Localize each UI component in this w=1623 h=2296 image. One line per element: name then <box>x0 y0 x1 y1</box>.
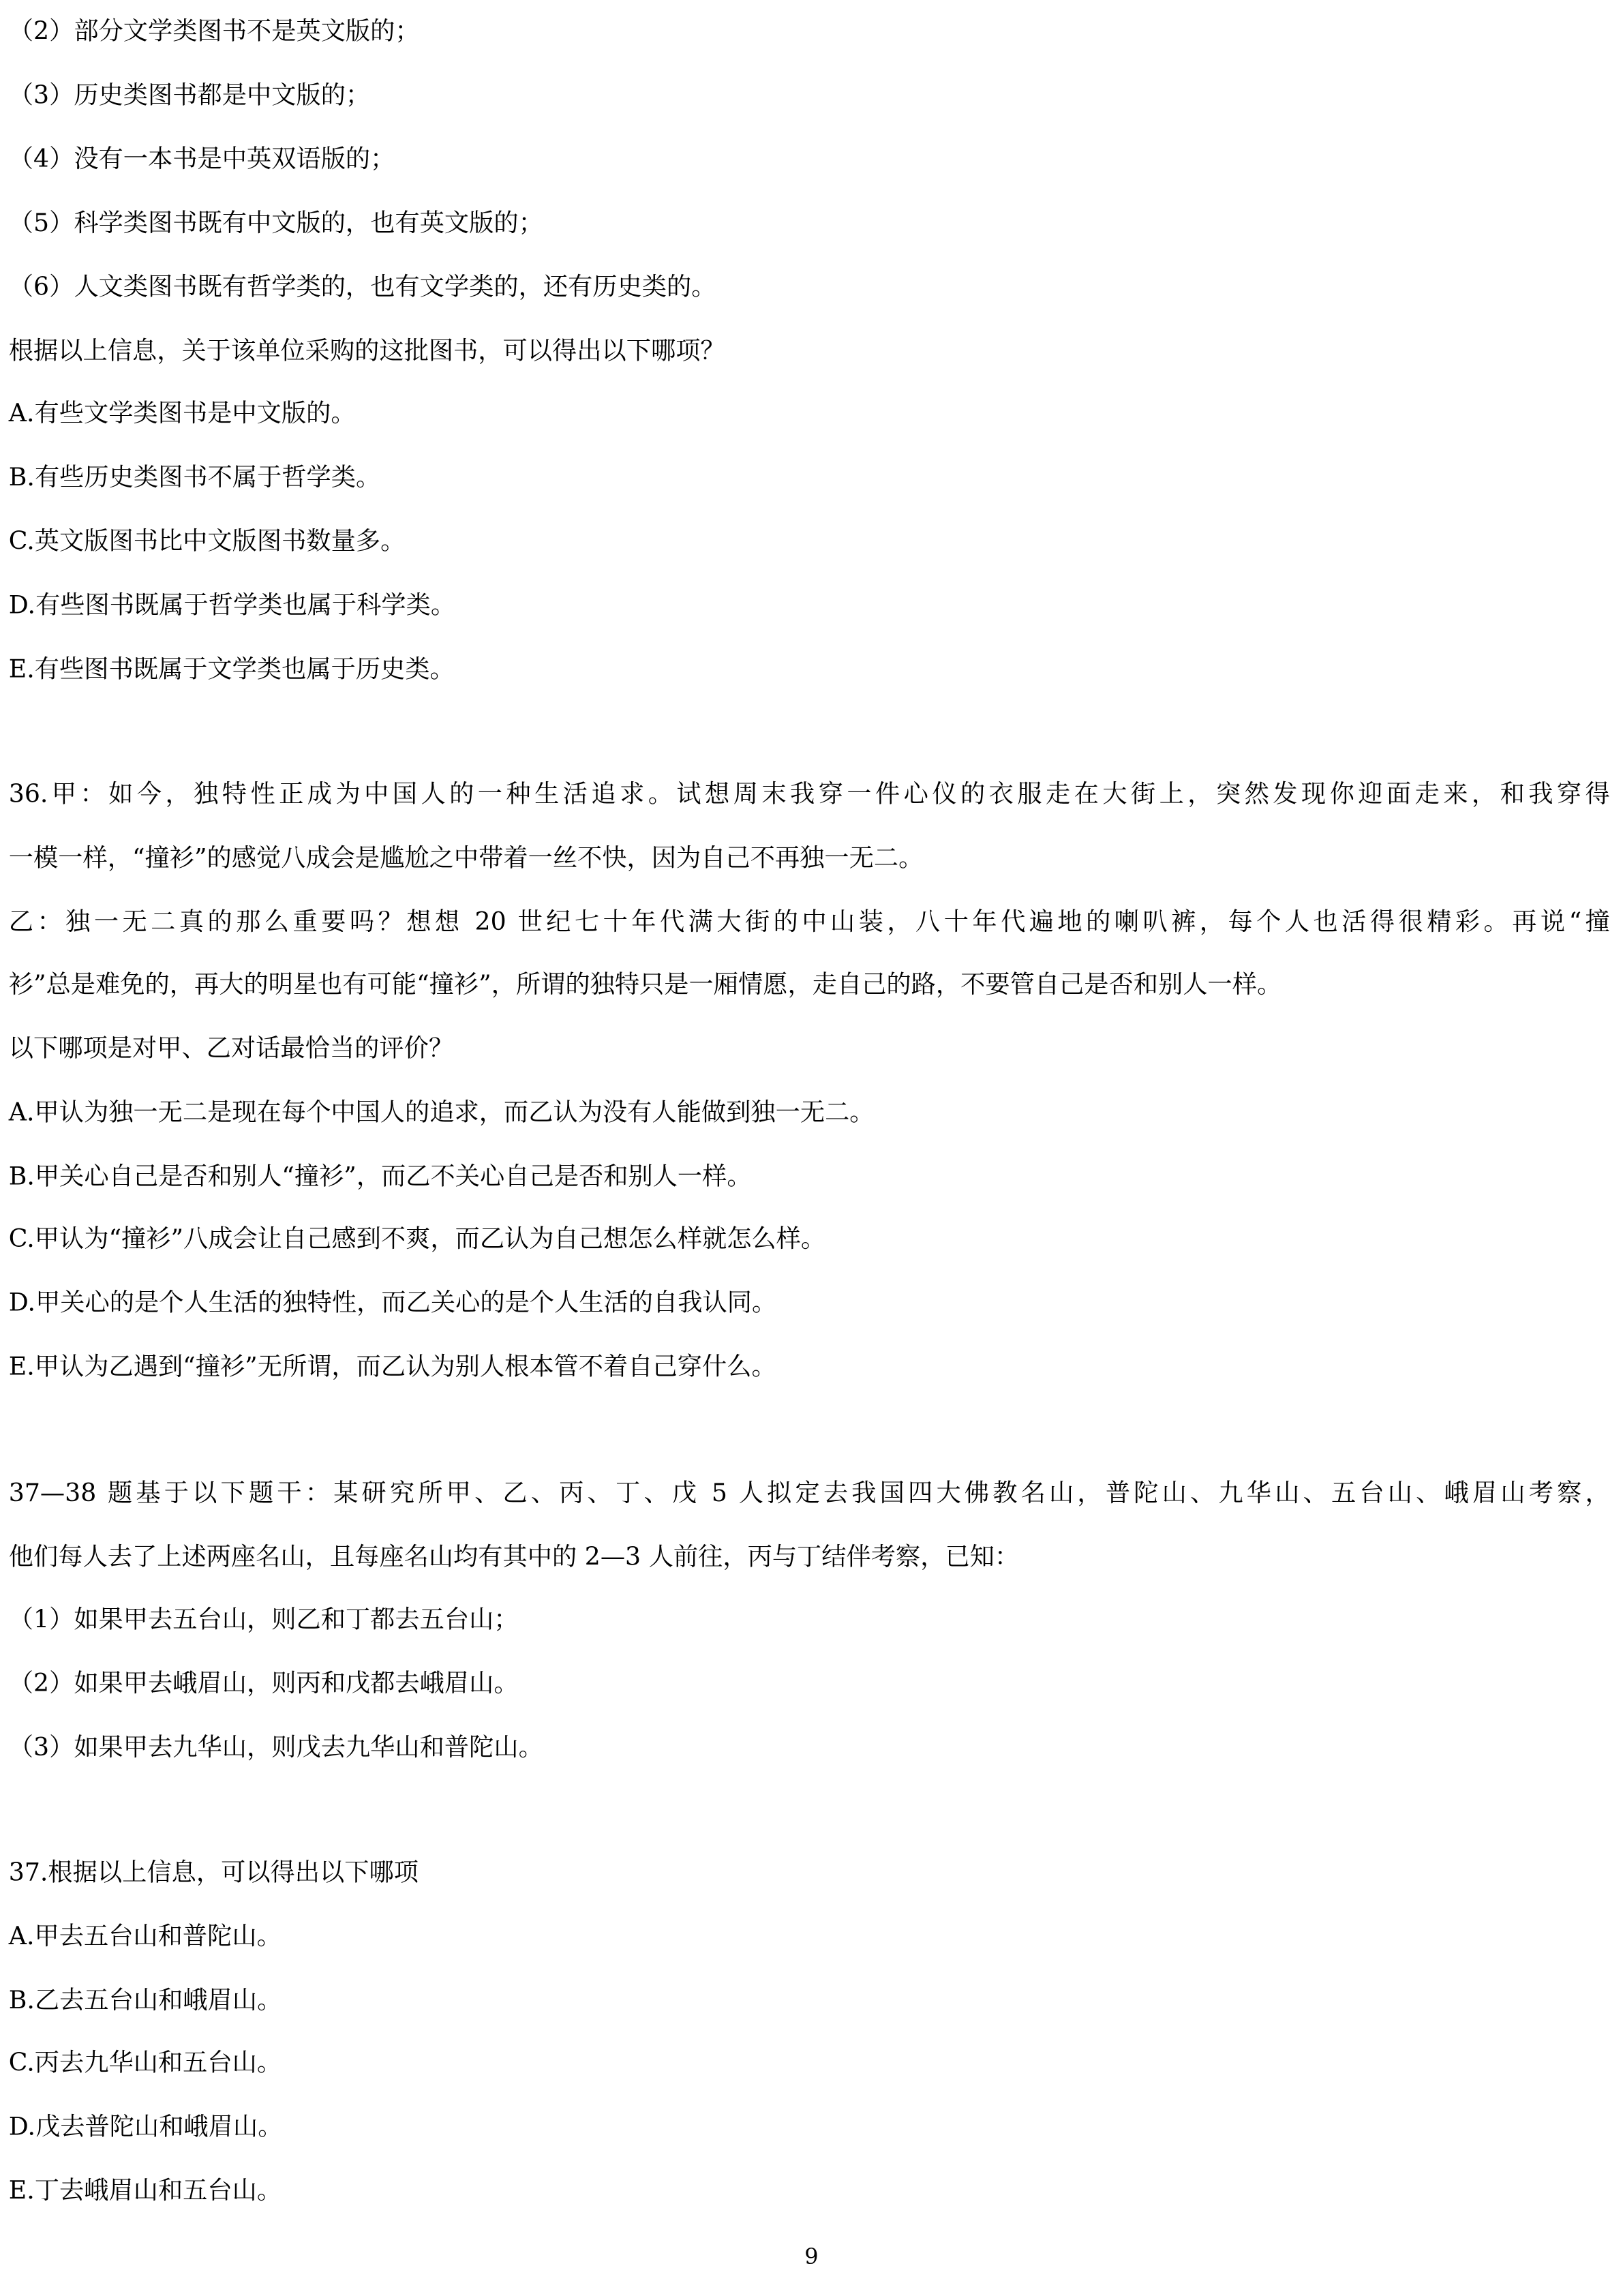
q36-stem-line-2: 一模一样，“撞衫”的感觉八成会是尴尬之中带着一丝不快，因为自己不再独一无二。 <box>8 844 924 874</box>
q35-option-a: A.有些文学类图书是中文版的。 <box>8 399 356 429</box>
q35-option-c: C.英文版图书比中文版图书数量多。 <box>8 527 406 557</box>
q36-stem-line-4: 衫”总是难免的，再大的明星也有可能“撞衫”，所谓的独特只是一厢情愿，走自己的路，不要管自己是否和别人一样。 <box>8 970 1282 1000</box>
q37-option-e: E.丁去峨眉山和五台山。 <box>8 2177 282 2206</box>
q37-question: 37.根据以上信息，可以得出以下哪项 <box>8 1858 419 1888</box>
q36-option-e: E.甲认为乙遇到“撞衫”无所谓，而乙认为别人根本管不着自己穿什么。 <box>8 1353 776 1383</box>
q36-stem-line-3: 乙：独一无二真的那么重要吗？想想 20 世纪七十年代满大街的中山装，八十年代遍地的喇叭裤，每个人也活得很精彩。再说“撞 <box>8 908 1610 937</box>
q37-option-c: C.丙去九华山和五台山。 <box>8 2049 282 2079</box>
q36-option-c: C.甲认为“撞衫”八成会让自己感到不爽，而乙认为自己想怎么样就怎么样。 <box>8 1224 826 1254</box>
q35-option-b: B.有些历史类图书不属于哲学类。 <box>8 463 381 493</box>
q36-option-d: D.甲关心的是个人生活的独特性，而乙关心的是个人生活的自我认同。 <box>8 1288 777 1318</box>
q37-38-condition-2: （2）如果甲去峨眉山，则丙和戊都去峨眉山。 <box>8 1670 519 1699</box>
q35-option-d: D.有些图书既属于哲学类也属于科学类。 <box>8 591 456 621</box>
q36-stem-line-1: 36.甲：如今，独特性正成为中国人的一种生活追求。试想周末我穿一件心仪的衣服走在大街上，突然发现你迎面走来，和我穿得 <box>8 780 1610 810</box>
q35-condition-4: （4）没有一本书是中英双语版的； <box>8 145 395 175</box>
q35-condition-5: （5）科学类图书既有中文版的，也有英文版的； <box>8 209 543 239</box>
q35-option-e: E.有些图书既属于文学类也属于历史类。 <box>8 655 455 684</box>
q37-option-b: B.乙去五台山和峨眉山。 <box>8 1986 282 2016</box>
q36-option-b: B.甲关心自己是否和别人“撞衫”，而乙不关心自己是否和别人一样。 <box>8 1162 752 1192</box>
q37-38-condition-1: （1）如果甲去五台山，则乙和丁都去五台山； <box>8 1605 519 1635</box>
q37-38-stem-line-1: 37—38 题基于以下题干：某研究所甲、乙、丙、丁、戊 5 人拟定去我国四大佛教名山，普陀山、九华山、五台山、峨眉山考察， <box>8 1479 1610 1509</box>
q37-38-condition-3: （3）如果甲去九华山，则戊去九华山和普陀山。 <box>8 1733 543 1763</box>
q35-condition-2: （2）部分文学类图书不是英文版的； <box>8 17 420 47</box>
page-number: 9 <box>804 2244 819 2270</box>
q36-question: 以下哪项是对甲、乙对话最恰当的评价？ <box>8 1034 454 1064</box>
q35-condition-6: （6）人文类图书既有哲学类的，也有文学类的，还有历史类的。 <box>8 273 716 303</box>
q35-condition-3: （3）历史类图书都是中文版的； <box>8 81 371 111</box>
q36-option-a: A.甲认为独一无二是现在每个中国人的追求，而乙认为没有人能做到独一无二。 <box>8 1098 875 1128</box>
q37-38-stem-line-2: 他们每人去了上述两座名山，且每座名山均有其中的 2—3 人前往，丙与丁结伴考察，已知： <box>8 1543 1020 1573</box>
q37-option-d: D.戊去普陀山和峨眉山。 <box>8 2113 283 2142</box>
q37-option-a: A.甲去五台山和普陀山。 <box>8 1922 282 1952</box>
q35-question: 根据以上信息，关于该单位采购的这批图书，可以得出以下哪项？ <box>8 337 725 367</box>
